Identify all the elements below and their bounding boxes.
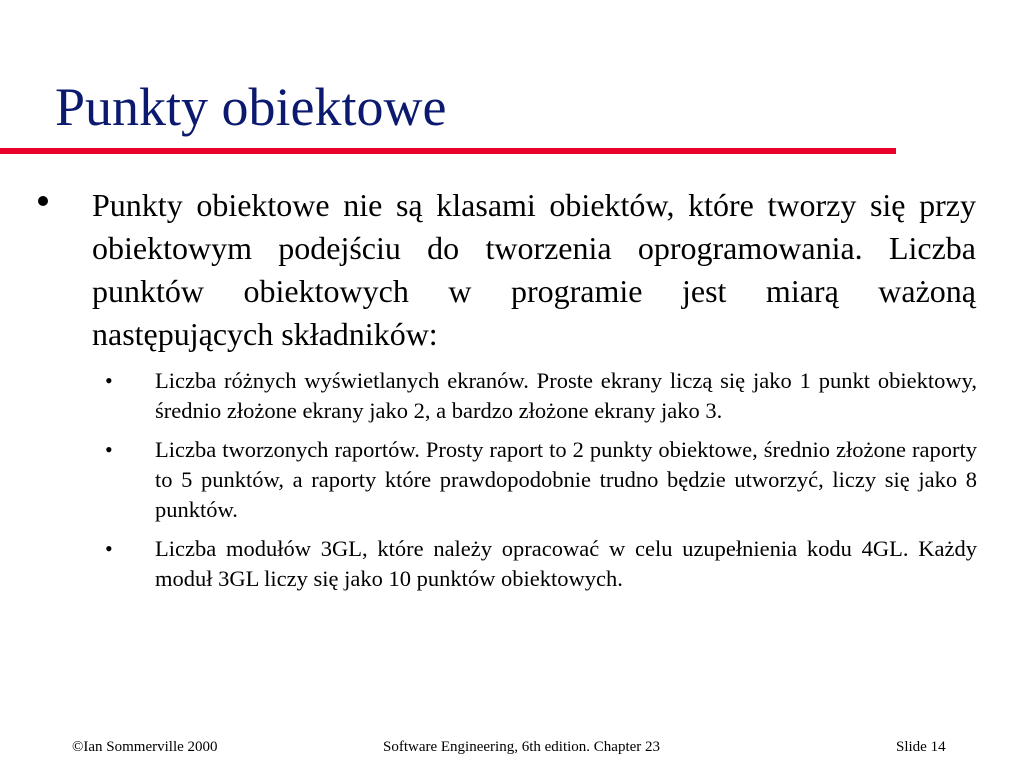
- slide-footer: [0, 737, 1024, 757]
- title-divider: [0, 148, 896, 154]
- sub-bullet-text: Liczba modułów 3GL, które należy opracować w celu uzupełnienia kodu 4GL. Każdy moduł 3GL liczy się jako 10 punktów obiektowych.: [155, 536, 977, 591]
- sub-bullet-text: Liczba tworzonych raportów. Prosty raport to 2 punkty obiektowe, średnio złożone raporty to 5 punktów, a raporty które prawdopodobnie trudno będzie utworzyć, liczy się jako 8 punktów.: [155, 437, 977, 522]
- sub-bullet-text: Liczba różnych wyświetlanych ekranów. Proste ekrany liczą się jako 1 punkt obiektowy, średnio złożone ekrany jako 2, a bardzo złożone ekrany jako 3.: [155, 368, 977, 423]
- slide-title: Punkty obiektowe: [55, 77, 447, 137]
- footer-book-title: Software Engineering, 6th edition. Chapter 23: [383, 739, 661, 755]
- footer-slide-number: Slide 14: [896, 739, 946, 755]
- sub-bullet-item: [105, 534, 977, 594]
- footer-copyright: ©Ian Sommerville 2000: [72, 739, 218, 755]
- sub-bullet-list: [0, 366, 1024, 594]
- sub-bullet-item: [105, 435, 977, 525]
- main-bullet: [92, 184, 976, 356]
- sub-bullet-marker: •: [105, 368, 113, 393]
- main-bullet-text: Punkty obiektowe nie są klasami obiektów, które tworzy się przy obiektowym podejściu do tworzenia oprogramowania. Liczba punktów obiektowych w programie jest miarą ważoną następujących składników:: [92, 187, 976, 352]
- sub-bullet-marker: •: [105, 536, 113, 561]
- bullet-dot-icon: [38, 196, 48, 206]
- sub-bullet-item: [105, 366, 977, 426]
- sub-bullet-marker: •: [105, 437, 113, 462]
- slide-content: [0, 184, 1024, 603]
